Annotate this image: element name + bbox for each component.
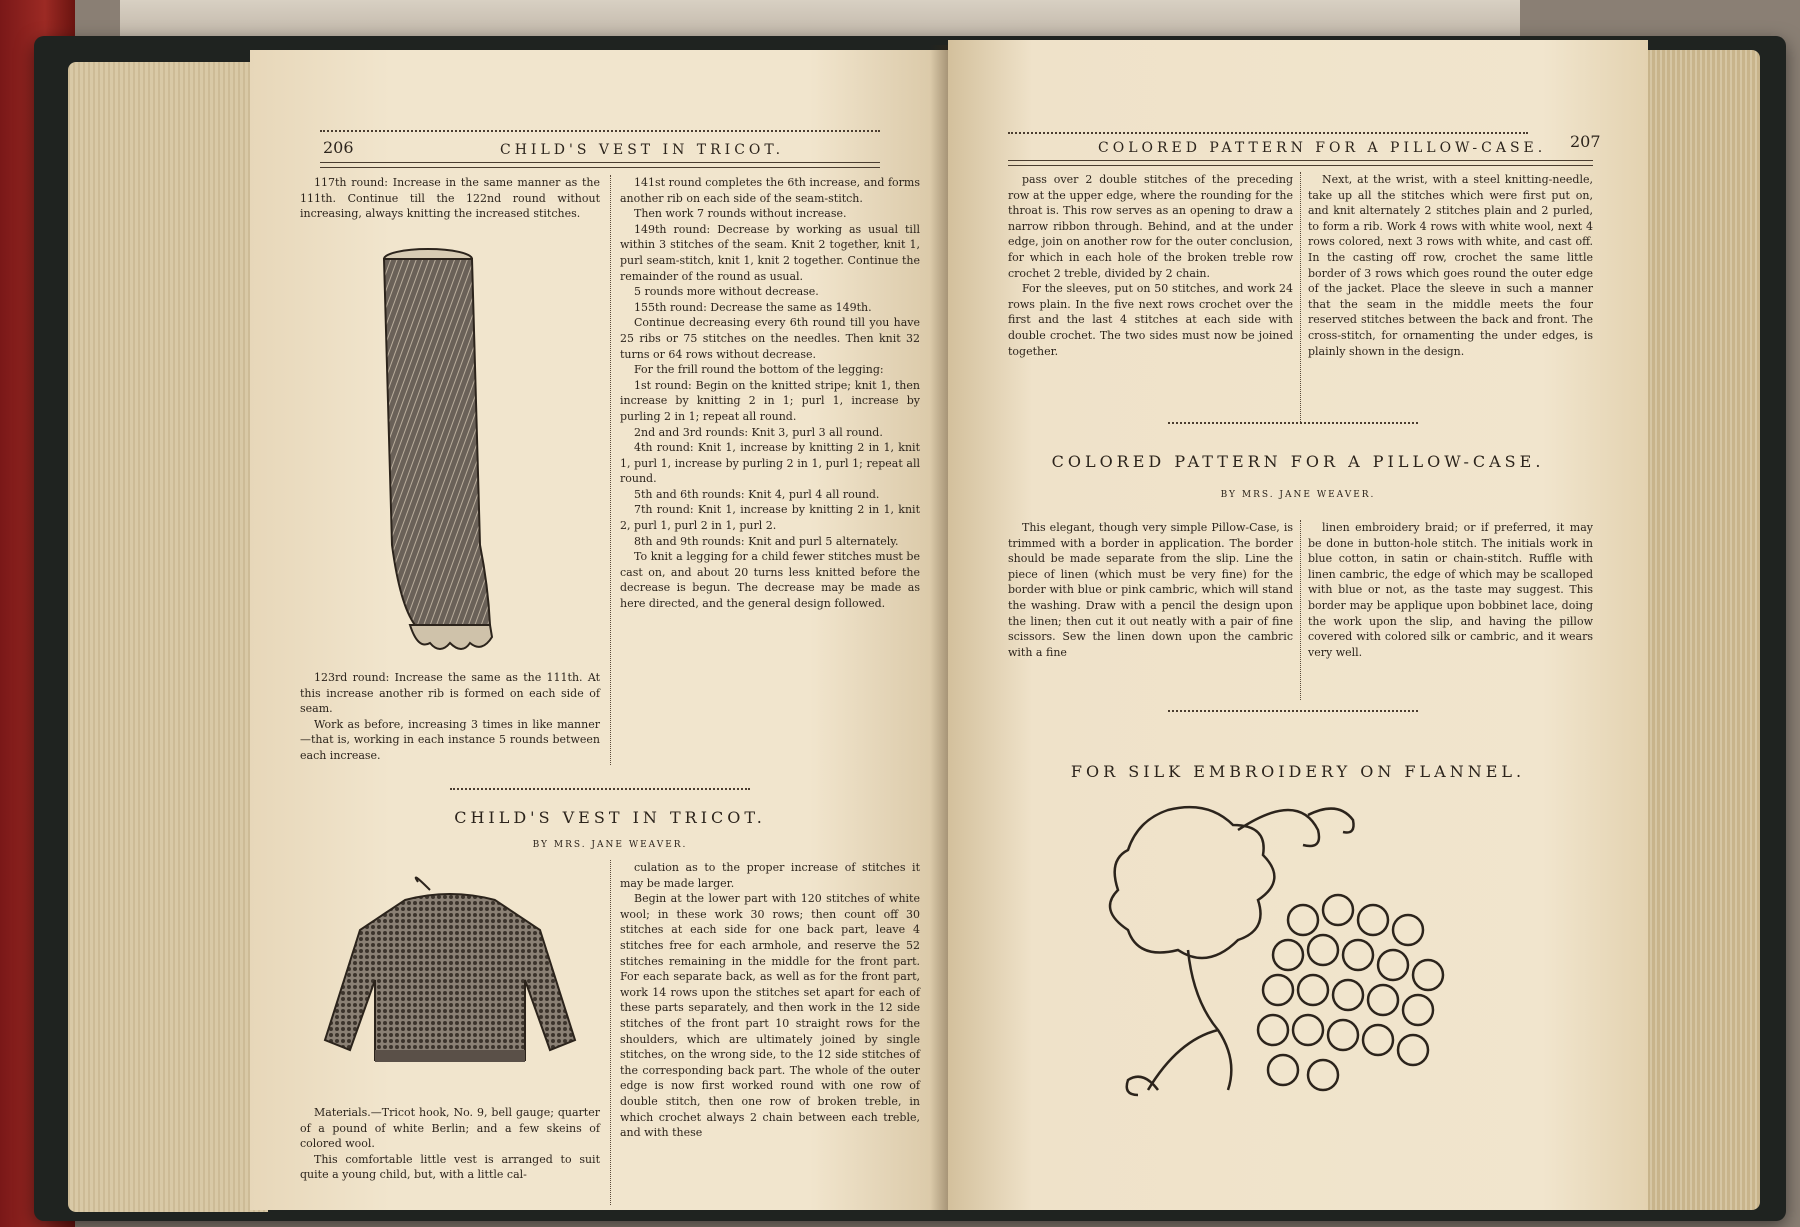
embroidery-title: FOR SILK EMBROIDERY ON FLANNEL. (1070, 762, 1526, 781)
right-col1-article (1008, 520, 1293, 660)
header-rule-right (1008, 132, 1528, 134)
running-head-right: COLORED PATTERN FOR A PILLOW-CASE. (1098, 140, 1547, 156)
left-col2-article (620, 860, 920, 1141)
right-page (948, 40, 1648, 1210)
paragraph: 7th round: Knit 1, increase by knitting 2 in 1, knit 2, purl 1, purl 2 in 1, purl 2. (620, 503, 920, 533)
paragraph: 5 rounds more without decrease. (634, 285, 819, 299)
paragraph: Begin at the lower part with 120 stitches of white wool; in these work 30 rows; then count off 30 stitches at each side for one back part, leave 4 stitches free for each armhole, and reserve the 52 stitches remaining in the middle for the front part. For each separate back, as well as for the front part, work 14 rows upon the stitches set apart for each of these parts separately, and then work in the 12 side stitches of the front part 10 straight rows for the shoulders, which are ultimately joined by single stitches, on the wrong side, to the 12 side stitches of the corresponding back part. The whole of the outer edge is now first worked round with one row of double stitch, then one row of broken treble, in which crochet always 2 chain between each treble, and with these (620, 892, 920, 1140)
right-col2-top (1308, 172, 1593, 359)
column-separator-right-2 (1300, 520, 1301, 700)
paragraph: Work as before, increasing 3 times in like manner—that is, working in each instance 5 rounds between each increase. (300, 717, 600, 762)
right-col2-article (1308, 520, 1593, 660)
paragraph: This comfortable little vest is arranged to suit quite a young child, but, with a little cal- (300, 1152, 600, 1182)
header-rule-right-bottom (1008, 160, 1593, 166)
page-edges-left (68, 62, 268, 1212)
column-separator-left (610, 175, 611, 765)
paragraph: 117th round: Increase in the same manner as the 111th. Continue till the 122nd round without increasing, always knitting the increased stitches. (300, 176, 600, 221)
legging-illustration-icon (370, 245, 520, 665)
paragraph: linen embroidery braid; or if preferred, it may be done in button-hole stitch. The initials work in blue cotton, in satin or chain-stitch. Ruffle with linen cambric, the edge of which may be scalloped with blue or not, as the taste may suggest. This border may be applique upon bobbinet lace, doing the work upon the slip, and having the pillow covered with colored silk or cambric, and it wears very well. (1308, 521, 1593, 659)
left-page (250, 50, 950, 1210)
column-separator-left-2 (610, 860, 611, 1205)
left-col2-top (620, 175, 920, 612)
article-title-left: CHILD'S VEST IN TRICOT. (454, 808, 766, 827)
vest-illustration-icon (310, 870, 590, 1080)
paragraph: 141st round completes the 6th increase, and forms another rib on each side of the seam-stitch. (620, 176, 920, 205)
paragraph: This elegant, though very simple Pillow-Case, is trimmed with a border in application. The border should be made separate from the slip. Line the piece of linen (which must be very fine) for the border with blue or pink cambric, which will stand the washing. Draw with a pencil the design upon the linen; then cut it out neatly with a pair of fine scissors. Sew the linen down upon the cambric with a fine (1008, 521, 1293, 659)
byline-left: BY MRS. JANE WEAVER. (532, 840, 688, 850)
paragraph: 149th round: Decrease by working as usual till within 3 stitches of the seam. Knit 2 together, knit 1, purl seam-stitch, knit 1, knit 2 together. Continue the remainder of the round as usual. (620, 222, 920, 283)
page-number-right: 207 (1570, 132, 1601, 151)
article-title-right: COLORED PATTERN FOR A PILLOW-CASE. (1051, 452, 1545, 471)
paragraph: culation as to the proper increase of stitches it may be made larger. (620, 861, 920, 890)
paragraph: 5th and 6th rounds: Knit 4, purl 4 all round. (634, 487, 880, 501)
section-divider-right-2 (1168, 710, 1418, 712)
paragraph: Materials.—Tricot hook, No. 9, bell gauge; quarter of a pound of white Berlin; and a few skeins of colored wool. (300, 1106, 600, 1151)
paragraph: Then work 7 rounds without increase. (634, 207, 847, 221)
paragraph: 8th and 9th rounds: Knit and purl 5 alternately. (634, 534, 899, 548)
header-rule-left-bottom (320, 162, 880, 168)
left-col1-article (300, 1105, 600, 1183)
paragraph: 4th round: Knit 1, increase by knitting 2 in 1, knit 1, purl 1, increase by purling 2 in 1, purl 1; repeat all round. (620, 441, 920, 486)
paragraph: 155th round: Decrease the same as 149th. (634, 300, 872, 314)
left-col1-top (300, 175, 600, 222)
paragraph: For the frill round the bottom of the legging: (634, 363, 884, 377)
column-separator-right (1300, 172, 1301, 422)
paragraph: Continue decreasing every 6th round till you have 25 ribs or 75 stitches on the needles. Then knit 32 turns or 64 rows without decrease. (620, 316, 920, 361)
header-rule-left (320, 130, 880, 132)
paragraph: To knit a legging for a child fewer stitches must be cast on, and about 20 turns less knitted before the decrease is begun. The decrease may be made as here directed, and the general design followed. (620, 550, 920, 611)
right-col1-top (1008, 172, 1293, 359)
page-edges-right (1630, 50, 1760, 1210)
paragraph: 1st round: Begin on the knitted stripe; knit 1, then increase by knitting 2 in 1; purl 1, increase by purling 2 in 1; repeat all round. (620, 378, 920, 423)
paragraph: 123rd round: Increase the same as the 111th. At this increase another rib is formed on each side of seam. (300, 671, 600, 716)
running-head-left: CHILD'S VEST IN TRICOT. (500, 142, 785, 158)
page-number-left: 206 (323, 138, 354, 157)
byline-right: BY MRS. JANE WEAVER. (1220, 490, 1376, 500)
section-divider-right-1 (1168, 422, 1418, 424)
paragraph: 2nd and 3rd rounds: Knit 3, purl 3 all round. (634, 425, 883, 439)
section-divider-left (450, 788, 750, 790)
grape-vine-illustration-icon (1098, 790, 1478, 1120)
paragraph: pass over 2 double stitches of the preceding row at the upper edge, where the rounding for the throat is. This row serves as an opening to draw a narrow ribbon through. Behind, and at the under edge, join on another row for the outer conclusion, for which in each hole of the broken treble row crochet 2 treble, divided by 2 chain. (1008, 173, 1293, 280)
left-col1-bottom (300, 670, 600, 764)
paragraph: For the sleeves, put on 50 stitches, and work 24 rows plain. In the five next rows crochet over the first and the last 4 stitches at each side with double crochet. The two sides must now be joined together. (1008, 282, 1293, 358)
paragraph: Next, at the wrist, with a steel knitting-needle, take up all the stitches which were first put on, and knit alternately 2 stitches plain and 2 purled, to form a rib. Work 4 rows with white wool, next 4 rows colored, next 3 rows with white, and cast off. In the casting off row, crochet the same little border of 3 rows which goes round the outer edge of the jacket. Place the sleeve in such a manner that the seam in the middle meets the four reserved stitches between the back and front. The cross-stitch, for ornamenting the under edges, is plainly shown in the design. (1308, 173, 1593, 358)
